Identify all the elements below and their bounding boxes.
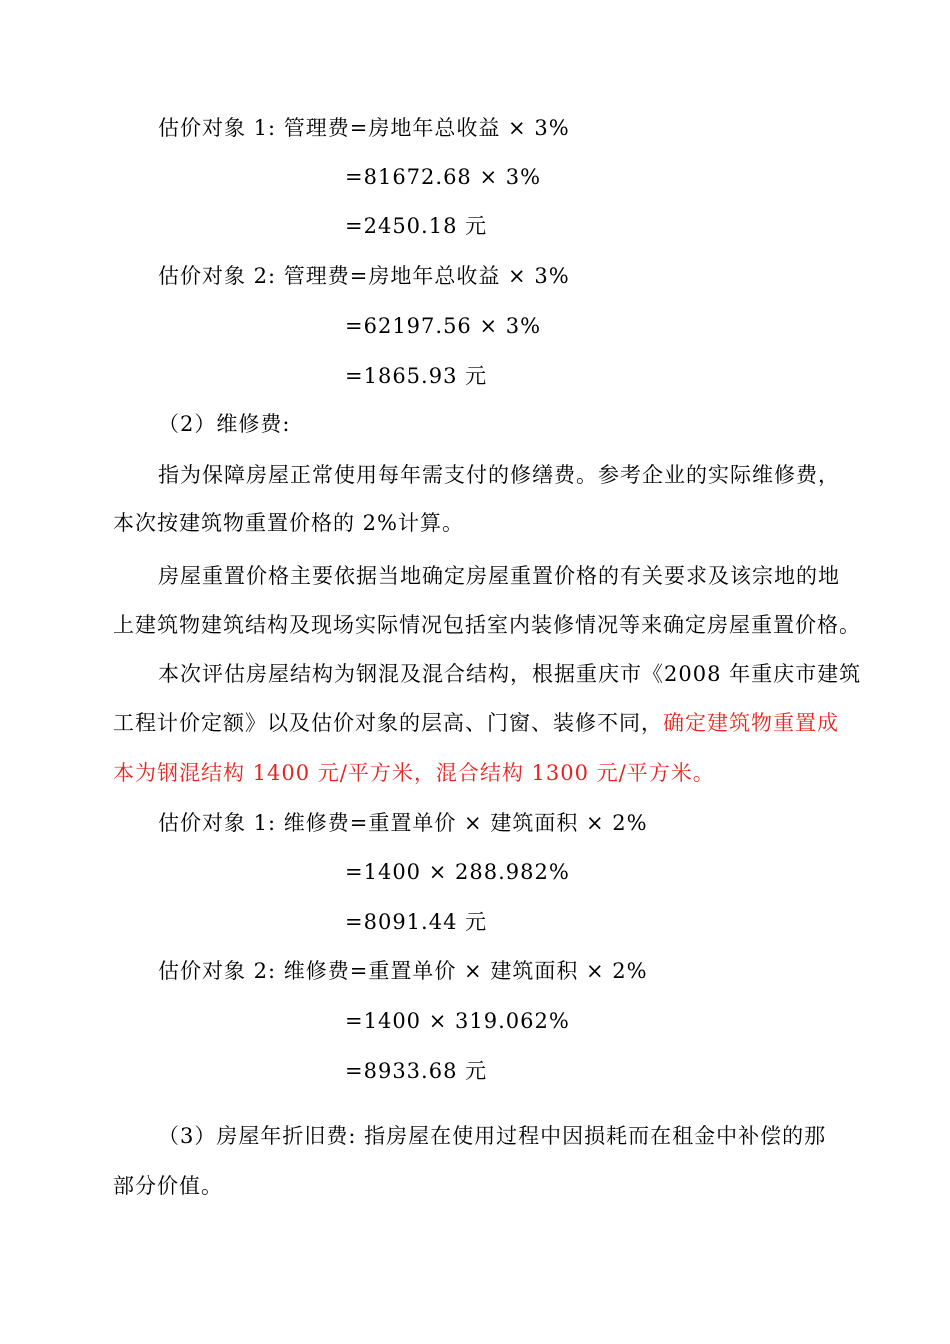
repair-para1-line2: 本次按建筑物重置价格的 2%计算。 [113, 511, 464, 535]
mgmt-fee-obj2-step: =62197.56 × 3% [345, 314, 542, 338]
repair-para3-line1: 本次评估房屋结构为钢混及混合结构，根据重庆市《2008 年重庆市建筑 [158, 662, 862, 686]
depreciation-line1: （3）房屋年折旧费: 指房屋在使用过程中因损耗而在租金中补偿的那 [158, 1124, 827, 1148]
repair-fee-obj2-step: =1400 × 319.062% [345, 1009, 570, 1033]
repair-fee-obj1-formula: 估价对象 1: 维修费=重置单价 × 建筑面积 × 2% [158, 811, 648, 835]
mgmt-fee-obj2-result: =1865.93 元 [345, 364, 488, 388]
repair-fee-obj2-result: =8933.68 元 [345, 1059, 488, 1083]
mgmt-fee-obj1-step: =81672.68 × 3% [345, 165, 542, 189]
repair-para2-line1: 房屋重置价格主要依据当地确定房屋重置价格的有关要求及该宗地的地 [158, 564, 840, 588]
repair-para2-line2: 上建筑物建筑结构及现场实际情况包括室内装修情况等来确定房屋重置价格。 [113, 613, 861, 637]
repair-para3-line2 [113, 708, 839, 738]
repair-para3-highlight-end: 本为钢混结构 1400 元/平方米，混合结构 1300 元/平方米。 [113, 761, 715, 785]
repair-fee-obj2-formula: 估价对象 2: 维修费=重置单价 × 建筑面积 × 2% [158, 959, 648, 983]
depreciation-line2: 部分价值。 [113, 1174, 223, 1198]
mgmt-fee-obj1-formula: 估价对象 1: 管理费=房地年总收益 × 3% [158, 116, 570, 140]
mgmt-fee-obj1-result: =2450.18 元 [345, 214, 488, 238]
mgmt-fee-obj2-formula: 估价对象 2: 管理费=房地年总收益 × 3% [158, 264, 570, 288]
repair-fee-heading: （2）维修费: [158, 412, 291, 436]
repair-fee-obj1-result: =8091.44 元 [345, 910, 488, 934]
repair-para1-line1: 指为保障房屋正常使用每年需支付的修缮费。参考企业的实际维修费， [158, 463, 840, 487]
repair-para3-highlight-start: 确定建筑物重置成 [663, 711, 839, 735]
repair-para3-line2-text: 工程计价定额》以及估价对象的层高、门窗、装修不同， [113, 711, 663, 735]
repair-fee-obj1-step: =1400 × 288.982% [345, 860, 570, 884]
